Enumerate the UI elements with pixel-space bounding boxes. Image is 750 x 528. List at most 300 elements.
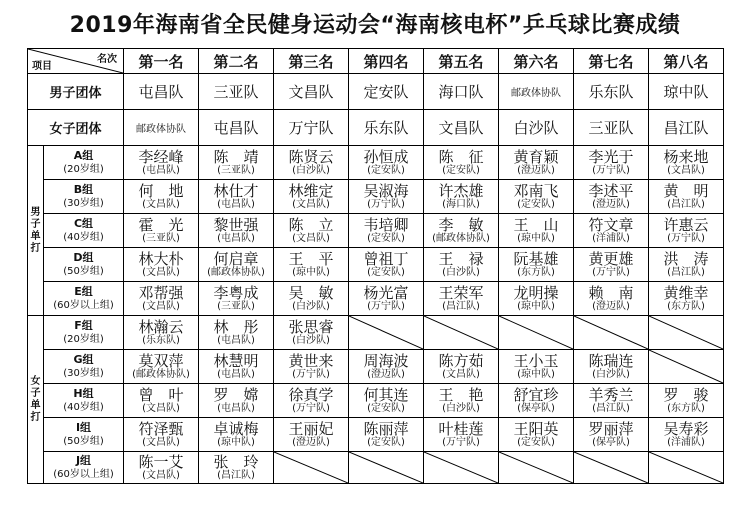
header-row xyxy=(28,49,724,74)
player-cell xyxy=(274,146,349,180)
group-name: C组 xyxy=(73,216,94,230)
player-cell xyxy=(199,146,274,180)
player-name: 黄世来 xyxy=(288,352,334,370)
player-team: (保亭队) xyxy=(592,437,630,448)
player-cell xyxy=(199,350,274,384)
player-team: (海口队) xyxy=(442,199,480,210)
player-cell xyxy=(499,180,574,214)
player-cell xyxy=(199,180,274,214)
player-cell xyxy=(199,316,274,350)
player-cell xyxy=(124,248,199,282)
player-team: (文昌队) xyxy=(142,267,180,278)
team-result: 文昌队 xyxy=(274,74,349,110)
player-cell xyxy=(274,214,349,248)
singles-row xyxy=(28,180,724,214)
empty-cell xyxy=(499,452,574,484)
player-cell xyxy=(199,248,274,282)
header-corner-cell xyxy=(28,49,124,74)
group-name: F组 xyxy=(74,318,93,332)
team-result: 文昌队 xyxy=(424,110,499,146)
rank-header: 第五名 xyxy=(424,49,499,74)
player-name: 林 彤 xyxy=(213,318,259,336)
empty-cell-slash xyxy=(574,316,648,349)
category-label-char: 子 xyxy=(30,387,41,399)
player-cell xyxy=(349,418,424,452)
team-row xyxy=(28,74,724,110)
player-team: (澄迈队) xyxy=(517,165,555,176)
empty-cell-slash xyxy=(349,316,423,349)
player-cell xyxy=(199,384,274,418)
group-age: (50岁组) xyxy=(63,265,104,277)
group-cell xyxy=(44,384,124,418)
group-name: E组 xyxy=(74,284,93,298)
player-team: (屯昌队) xyxy=(217,199,255,210)
player-name: 陈丽萍 xyxy=(363,420,409,438)
empty-cell-slash xyxy=(349,452,423,483)
team-result: 屯昌队 xyxy=(199,110,274,146)
singles-row xyxy=(28,418,724,452)
rank-header: 第七名 xyxy=(574,49,649,74)
player-cell xyxy=(124,418,199,452)
player-name: 阮基雄 xyxy=(513,250,559,268)
player-name: 王荣军 xyxy=(438,284,484,302)
player-name: 吴 敏 xyxy=(288,284,334,302)
player-cell xyxy=(499,350,574,384)
player-cell xyxy=(574,180,649,214)
empty-cell-slash xyxy=(424,452,498,483)
team-result: 三亚队 xyxy=(574,110,649,146)
player-name: 王阳英 xyxy=(513,420,559,438)
player-name: 吴寿彩 xyxy=(663,420,709,438)
player-cell xyxy=(574,418,649,452)
player-team: (琼中队) xyxy=(517,233,555,244)
player-team: (屯昌队) xyxy=(217,335,255,346)
player-cell xyxy=(649,418,724,452)
player-team: (白沙队) xyxy=(292,301,330,312)
rank-header: 第六名 xyxy=(499,49,574,74)
empty-cell-slash xyxy=(499,452,573,483)
player-cell xyxy=(574,146,649,180)
player-team: (三亚队) xyxy=(142,233,180,244)
player-cell xyxy=(349,146,424,180)
empty-cell xyxy=(574,316,649,350)
empty-cell-slash xyxy=(649,316,723,349)
group-age: (40岁组) xyxy=(63,401,104,413)
player-team: (白沙队) xyxy=(292,165,330,176)
player-cell xyxy=(274,282,349,316)
player-name: 陈 立 xyxy=(288,216,334,234)
group-cell xyxy=(44,146,124,180)
rank-header: 第三名 xyxy=(274,49,349,74)
player-team: (定安队) xyxy=(442,165,480,176)
player-cell xyxy=(274,350,349,384)
team-result: 三亚队 xyxy=(199,74,274,110)
player-name: 罗丽萍 xyxy=(588,420,634,438)
player-name: 陈瑞连 xyxy=(588,352,634,370)
player-team: (三亚队) xyxy=(217,301,255,312)
player-team: (屯昌队) xyxy=(142,165,180,176)
group-age: (60岁以上组) xyxy=(53,468,114,480)
category-label-char: 单 xyxy=(30,230,41,242)
player-team: (文昌队) xyxy=(442,369,480,380)
player-name: 黄育颖 xyxy=(513,148,559,166)
player-name: 韦培卿 xyxy=(363,216,409,234)
player-team: (万宁队) xyxy=(367,199,405,210)
player-name: 黄 明 xyxy=(663,182,709,200)
player-team: (定安队) xyxy=(517,199,555,210)
player-name: 陈一艾 xyxy=(138,453,184,471)
player-name: 杨光富 xyxy=(363,284,409,302)
singles-row xyxy=(28,282,724,316)
player-name: 孙恒成 xyxy=(363,148,409,166)
player-cell xyxy=(574,384,649,418)
player-team: (琼中队) xyxy=(217,437,255,448)
player-team: (文昌队) xyxy=(142,403,180,414)
player-team: (洋浦队) xyxy=(667,437,705,448)
group-name: G组 xyxy=(73,352,94,366)
empty-cell xyxy=(349,316,424,350)
empty-cell-slash xyxy=(574,452,648,483)
player-cell xyxy=(349,384,424,418)
player-name: 陈贤云 xyxy=(288,148,334,166)
player-name: 林维定 xyxy=(288,182,334,200)
player-name: 羊秀兰 xyxy=(588,386,634,404)
team-result: 乐东队 xyxy=(349,110,424,146)
player-cell xyxy=(499,214,574,248)
player-name: 李光于 xyxy=(588,148,634,166)
group-name: I组 xyxy=(75,420,92,434)
player-name: 林大朴 xyxy=(138,250,184,268)
player-team: (定安队) xyxy=(367,267,405,278)
player-team: (邮政体协队) xyxy=(432,233,490,244)
group-cell xyxy=(44,350,124,384)
player-team: (万宁队) xyxy=(292,403,330,414)
player-cell xyxy=(649,282,724,316)
event-label: 女子团体 xyxy=(28,110,124,146)
player-team: (澄迈队) xyxy=(592,199,630,210)
group-cell xyxy=(44,282,124,316)
player-team: (昌江队) xyxy=(217,470,255,481)
player-cell xyxy=(274,180,349,214)
results-table xyxy=(27,48,724,484)
player-cell xyxy=(574,282,649,316)
category-label-char: 子 xyxy=(30,218,41,230)
rank-header-label: 名次 xyxy=(97,54,117,65)
player-cell xyxy=(649,384,724,418)
player-name: 吴淑海 xyxy=(363,182,409,200)
event-label: 男子团体 xyxy=(28,74,124,110)
player-name: 黄更雄 xyxy=(588,250,634,268)
singles-row xyxy=(28,350,724,384)
empty-cell-slash xyxy=(649,350,723,383)
player-cell xyxy=(124,384,199,418)
empty-cell xyxy=(349,452,424,484)
team-result: 邮政体协队 xyxy=(124,110,199,146)
player-team: (屯昌队) xyxy=(217,403,255,414)
player-cell xyxy=(499,248,574,282)
empty-cell xyxy=(424,316,499,350)
player-name: 林慧明 xyxy=(213,352,259,370)
player-cell xyxy=(424,282,499,316)
group-age: (60岁以上组) xyxy=(53,299,114,311)
player-name: 符泽甄 xyxy=(138,420,184,438)
category-label xyxy=(28,146,44,316)
player-name: 李 敏 xyxy=(438,216,484,234)
player-cell xyxy=(274,248,349,282)
player-name: 何启章 xyxy=(213,250,259,268)
player-cell xyxy=(649,214,724,248)
singles-row xyxy=(28,214,724,248)
player-name: 李述平 xyxy=(588,182,634,200)
player-cell xyxy=(199,282,274,316)
player-cell xyxy=(574,350,649,384)
player-name: 赖 南 xyxy=(588,284,634,302)
player-team: (万宁队) xyxy=(367,301,405,312)
player-team: (保亭队) xyxy=(517,403,555,414)
player-team: (澄迈队) xyxy=(592,301,630,312)
singles-row xyxy=(28,146,724,180)
player-team: (昌江队) xyxy=(667,199,705,210)
team-row xyxy=(28,110,724,146)
player-name: 罗 骏 xyxy=(663,386,709,404)
player-name: 符文章 xyxy=(588,216,634,234)
player-team: (琼中队) xyxy=(517,301,555,312)
player-name: 卓诚梅 xyxy=(213,420,259,438)
player-team: (琼中队) xyxy=(517,369,555,380)
player-team: (东方队) xyxy=(517,267,555,278)
player-name: 莫双萍 xyxy=(138,352,184,370)
player-team: (澄迈队) xyxy=(367,369,405,380)
player-name: 王 平 xyxy=(288,250,334,268)
player-cell xyxy=(274,418,349,452)
player-team: (昌江队) xyxy=(592,403,630,414)
empty-cell-slash xyxy=(274,452,348,483)
player-name: 罗 嫦 xyxy=(213,386,259,404)
player-name: 杨来地 xyxy=(663,148,709,166)
category-label-char: 男 xyxy=(30,206,41,218)
player-name: 龙明操 xyxy=(513,284,559,302)
player-team: (定安队) xyxy=(517,437,555,448)
team-result: 昌江队 xyxy=(649,110,724,146)
player-name: 许杰雄 xyxy=(438,182,484,200)
team-result: 万宁队 xyxy=(274,110,349,146)
player-team: (万宁队) xyxy=(667,233,705,244)
group-name: B组 xyxy=(73,182,94,196)
empty-cell-slash xyxy=(424,316,498,349)
player-name: 曾祖丁 xyxy=(363,250,409,268)
player-name: 张 玲 xyxy=(213,453,259,471)
player-team: (乐东队) xyxy=(142,335,180,346)
player-cell xyxy=(649,248,724,282)
player-cell xyxy=(499,418,574,452)
player-name: 周海波 xyxy=(363,352,409,370)
player-name: 王 艳 xyxy=(438,386,484,404)
player-cell xyxy=(199,452,274,484)
group-age: (20岁组) xyxy=(63,333,104,345)
player-cell xyxy=(424,248,499,282)
player-cell xyxy=(424,214,499,248)
player-team: (三亚队) xyxy=(217,165,255,176)
group-age: (30岁组) xyxy=(63,197,104,209)
singles-row xyxy=(28,452,724,484)
player-cell xyxy=(124,316,199,350)
player-name: 何其连 xyxy=(363,386,409,404)
group-age: (30岁组) xyxy=(63,367,104,379)
empty-cell xyxy=(649,316,724,350)
player-name: 王 山 xyxy=(513,216,559,234)
player-team: (文昌队) xyxy=(667,165,705,176)
player-cell xyxy=(499,384,574,418)
player-cell xyxy=(124,452,199,484)
player-cell xyxy=(649,146,724,180)
player-cell xyxy=(199,418,274,452)
player-cell xyxy=(499,282,574,316)
player-cell xyxy=(124,214,199,248)
singles-row xyxy=(28,248,724,282)
group-cell xyxy=(44,316,124,350)
player-team: (万宁队) xyxy=(442,437,480,448)
team-result: 琼中队 xyxy=(649,74,724,110)
player-cell xyxy=(424,146,499,180)
item-header-label: 项目 xyxy=(32,61,52,72)
player-team: (屯昌队) xyxy=(217,233,255,244)
group-cell xyxy=(44,180,124,214)
rank-header: 第四名 xyxy=(349,49,424,74)
player-team: (文昌队) xyxy=(142,199,180,210)
team-result: 海口队 xyxy=(424,74,499,110)
page-title: 2019年海南省全民健身运动会“海南核电杯”乒乓球比赛成绩 xyxy=(69,13,681,38)
player-cell xyxy=(274,384,349,418)
player-cell xyxy=(499,146,574,180)
group-name: J组 xyxy=(75,453,92,467)
player-team: (文昌队) xyxy=(142,437,180,448)
player-cell xyxy=(349,180,424,214)
player-team: (万宁队) xyxy=(292,369,330,380)
player-team: (澄迈队) xyxy=(292,437,330,448)
team-result: 邮政体协队 xyxy=(499,74,574,110)
player-team: (万宁队) xyxy=(592,267,630,278)
player-team: (万宁队) xyxy=(592,165,630,176)
player-team: (定安队) xyxy=(367,437,405,448)
group-name: H组 xyxy=(73,386,94,400)
player-team: (邮政体协队) xyxy=(207,267,265,278)
player-team: (东方队) xyxy=(667,301,705,312)
player-team: (文昌队) xyxy=(292,199,330,210)
group-cell xyxy=(44,452,124,484)
team-result: 乐东队 xyxy=(574,74,649,110)
empty-cell xyxy=(499,316,574,350)
group-name: D组 xyxy=(73,250,94,264)
player-name: 陈 征 xyxy=(438,148,484,166)
singles-row xyxy=(28,384,724,418)
team-result: 白沙队 xyxy=(499,110,574,146)
category-label-char: 单 xyxy=(30,399,41,411)
player-name: 洪 涛 xyxy=(663,250,709,268)
player-cell xyxy=(424,384,499,418)
player-team: (邮政体协队) xyxy=(132,369,190,380)
player-name: 徐真学 xyxy=(288,386,334,404)
player-team: (屯昌队) xyxy=(217,369,255,380)
empty-cell xyxy=(649,452,724,484)
player-cell xyxy=(349,248,424,282)
player-cell xyxy=(124,146,199,180)
player-cell xyxy=(124,282,199,316)
player-cell xyxy=(349,214,424,248)
player-cell xyxy=(349,282,424,316)
player-name: 霍 光 xyxy=(138,216,184,234)
player-team: (白沙队) xyxy=(592,369,630,380)
player-cell xyxy=(199,214,274,248)
player-name: 李粤成 xyxy=(213,284,259,302)
player-name: 何 地 xyxy=(138,182,184,200)
player-name: 黄维幸 xyxy=(663,284,709,302)
player-team: (琼中队) xyxy=(292,267,330,278)
player-name: 王 禄 xyxy=(438,250,484,268)
player-cell xyxy=(124,180,199,214)
player-name: 黎世强 xyxy=(213,216,259,234)
category-label-char: 打 xyxy=(30,411,41,423)
player-name: 邓南飞 xyxy=(513,182,559,200)
player-cell xyxy=(649,180,724,214)
group-age: (40岁组) xyxy=(63,231,104,243)
group-cell xyxy=(44,248,124,282)
group-name: A组 xyxy=(73,148,94,162)
empty-cell xyxy=(649,350,724,384)
rank-header: 第二名 xyxy=(199,49,274,74)
category-label-char: 打 xyxy=(30,242,41,254)
player-name: 叶桂莲 xyxy=(438,420,484,438)
player-team: (文昌队) xyxy=(142,301,180,312)
group-age: (20岁组) xyxy=(63,163,104,175)
player-name: 王丽妃 xyxy=(288,420,334,438)
team-result: 屯昌队 xyxy=(124,74,199,110)
empty-cell-slash xyxy=(649,452,723,483)
player-name: 陈 靖 xyxy=(213,148,259,166)
player-name: 林瀚云 xyxy=(138,318,184,336)
player-name: 舒宜珍 xyxy=(513,386,559,404)
player-cell xyxy=(574,214,649,248)
player-name: 陈方茹 xyxy=(438,352,484,370)
singles-row xyxy=(28,316,724,350)
category-label xyxy=(28,316,44,484)
player-name: 邓帮强 xyxy=(138,284,184,302)
player-cell xyxy=(424,350,499,384)
player-team: (定安队) xyxy=(367,403,405,414)
player-name: 许惠云 xyxy=(663,216,709,234)
group-age: (50岁组) xyxy=(63,435,104,447)
player-cell xyxy=(349,350,424,384)
rank-header: 第一名 xyxy=(124,49,199,74)
empty-cell-slash xyxy=(499,316,573,349)
team-result: 定安队 xyxy=(349,74,424,110)
player-cell xyxy=(424,418,499,452)
player-team: (白沙队) xyxy=(442,403,480,414)
player-team: (昌江队) xyxy=(667,267,705,278)
player-team: (昌江队) xyxy=(442,301,480,312)
empty-cell xyxy=(574,452,649,484)
player-name: 张思睿 xyxy=(288,318,334,336)
rank-header: 第八名 xyxy=(649,49,724,74)
empty-cell xyxy=(274,452,349,484)
group-cell xyxy=(44,418,124,452)
player-team: (白沙队) xyxy=(292,335,330,346)
empty-cell xyxy=(424,452,499,484)
player-team: (白沙队) xyxy=(442,267,480,278)
group-cell xyxy=(44,214,124,248)
player-cell xyxy=(274,316,349,350)
player-team: (东方队) xyxy=(667,403,705,414)
player-team: (洋浦队) xyxy=(592,233,630,244)
